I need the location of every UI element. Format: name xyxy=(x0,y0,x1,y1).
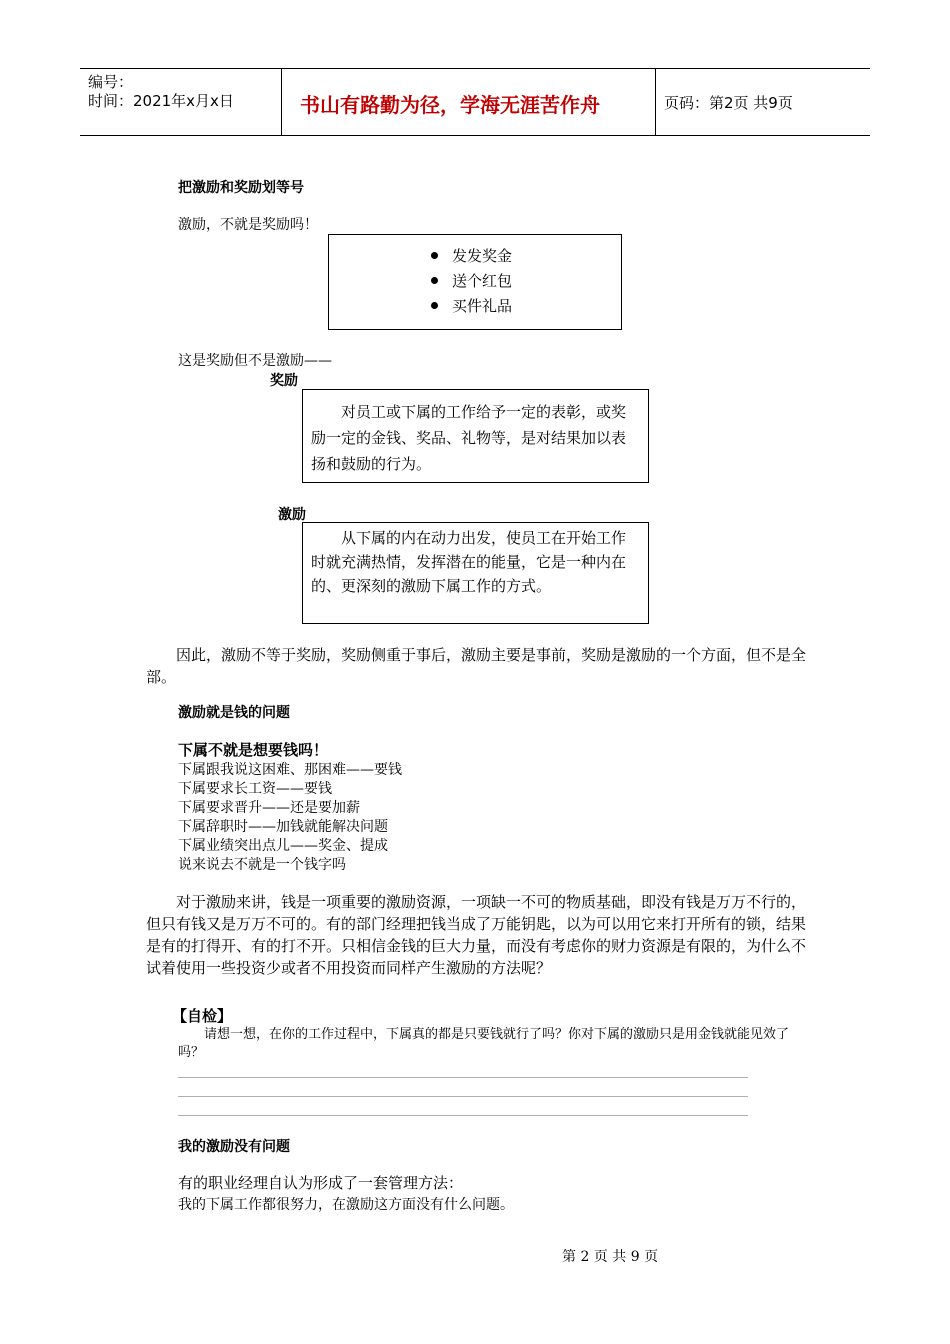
list-item: 说来说去不就是一个钱字吗 xyxy=(178,857,346,873)
bullet-icon xyxy=(431,277,438,284)
section3-line1: 有的职业经理自认为形成了一套管理方法： xyxy=(178,1174,464,1192)
reward-examples-box xyxy=(328,234,622,330)
bullet-icon xyxy=(431,252,438,259)
section1-conclusion: 这是奖励但不是激励—— xyxy=(178,353,332,369)
list-item: 下属辞职时——加钱就能解决问题 xyxy=(178,819,388,835)
reward-label: 奖励 xyxy=(270,373,298,389)
list-item: 送个红包 xyxy=(431,268,621,293)
list-item: 下属业绩突出点儿——奖金、提成 xyxy=(178,838,388,854)
answer-line xyxy=(178,1077,748,1078)
section1-question: 激励，不就是奖励吗！ xyxy=(178,217,318,233)
incentive-definition-box xyxy=(302,522,649,624)
header-number-label: 编号： xyxy=(88,73,134,91)
incentive-definition-text: 从下属的内在动力出发，使员工在开始工作时就充满热情，发挥潜在的能量，它是一种内在的、更深刻的激励下属工作的方式。 xyxy=(311,529,627,595)
section-title-reward-equals-incentive: 把激励和奖励划等号 xyxy=(178,180,304,196)
list-item: 下属要求长工资——要钱 xyxy=(178,781,332,797)
list-item: 发发奖金 xyxy=(431,243,621,268)
reward-examples-list xyxy=(431,243,621,318)
answer-line xyxy=(178,1096,748,1097)
incentive-label: 激励 xyxy=(278,507,306,523)
section2-subtitle: 下属不就是想要钱吗！ xyxy=(178,741,329,759)
section-title-no-problem: 我的激励没有问题 xyxy=(178,1139,290,1155)
header-page-code: 页码：第2页 共9页 xyxy=(664,94,793,112)
list-item: 下属要求晋升——还是要加薪 xyxy=(178,800,360,816)
list-item: 买件礼品 xyxy=(431,293,621,318)
section2-paragraph: 对于激励来讲，钱是一项重要的激励资源，一项缺一不可的物质基础，即没有钱是万万不行的，但只有钱又是万万不可的。有的部门经理把钱当成了万能钥匙，以为可以用它来打开所有的锁，结果是有的打得开、有的打不开。只相信金钱的巨大力量，而没有考虑你的财力资源是有限的，为什么不试着使用一些投资少或者不用投资而同样产生激励的方法呢？ xyxy=(146,893,807,977)
reward-definition-box xyxy=(302,389,649,483)
page-footer-number: 第 2 页 共 9 页 xyxy=(562,1249,659,1265)
section3-line2: 我的下属工作都很努力，在激励这方面没有什么问题。 xyxy=(178,1197,514,1213)
answer-line xyxy=(178,1115,748,1116)
header-bottom-rule xyxy=(80,135,870,136)
bullet-icon xyxy=(431,302,438,309)
header-divider-right xyxy=(655,68,656,135)
reward-definition-text: 对员工或下属的工作给予一定的表彰，或奖励一定的金钱、奖品、礼物等，是对结果加以表扬和鼓励的行为。 xyxy=(311,403,627,473)
header-motto: 书山有路勤为径，学海无涯苦作舟 xyxy=(300,93,600,117)
header-date: 时间：2021年x月x日 xyxy=(88,92,234,110)
list-item: 下属跟我说这困难、那困难——要钱 xyxy=(178,762,402,778)
header-top-rule xyxy=(80,68,870,69)
section1-summary: 因此，激励不等于奖励，奖励侧重于事后，激励主要是事前，奖励是激励的一个方面，但不是全部。 xyxy=(146,646,807,686)
header-divider-left xyxy=(281,68,282,135)
self-check-text: 请想一想，在你的工作过程中，下属真的都是只要钱就行了吗？你对下属的激励只是用金钱就能见效了吗？ xyxy=(178,1027,790,1060)
section-title-money-problem: 激励就是钱的问题 xyxy=(178,705,290,721)
self-check-title: 【自检】 xyxy=(172,1007,233,1025)
